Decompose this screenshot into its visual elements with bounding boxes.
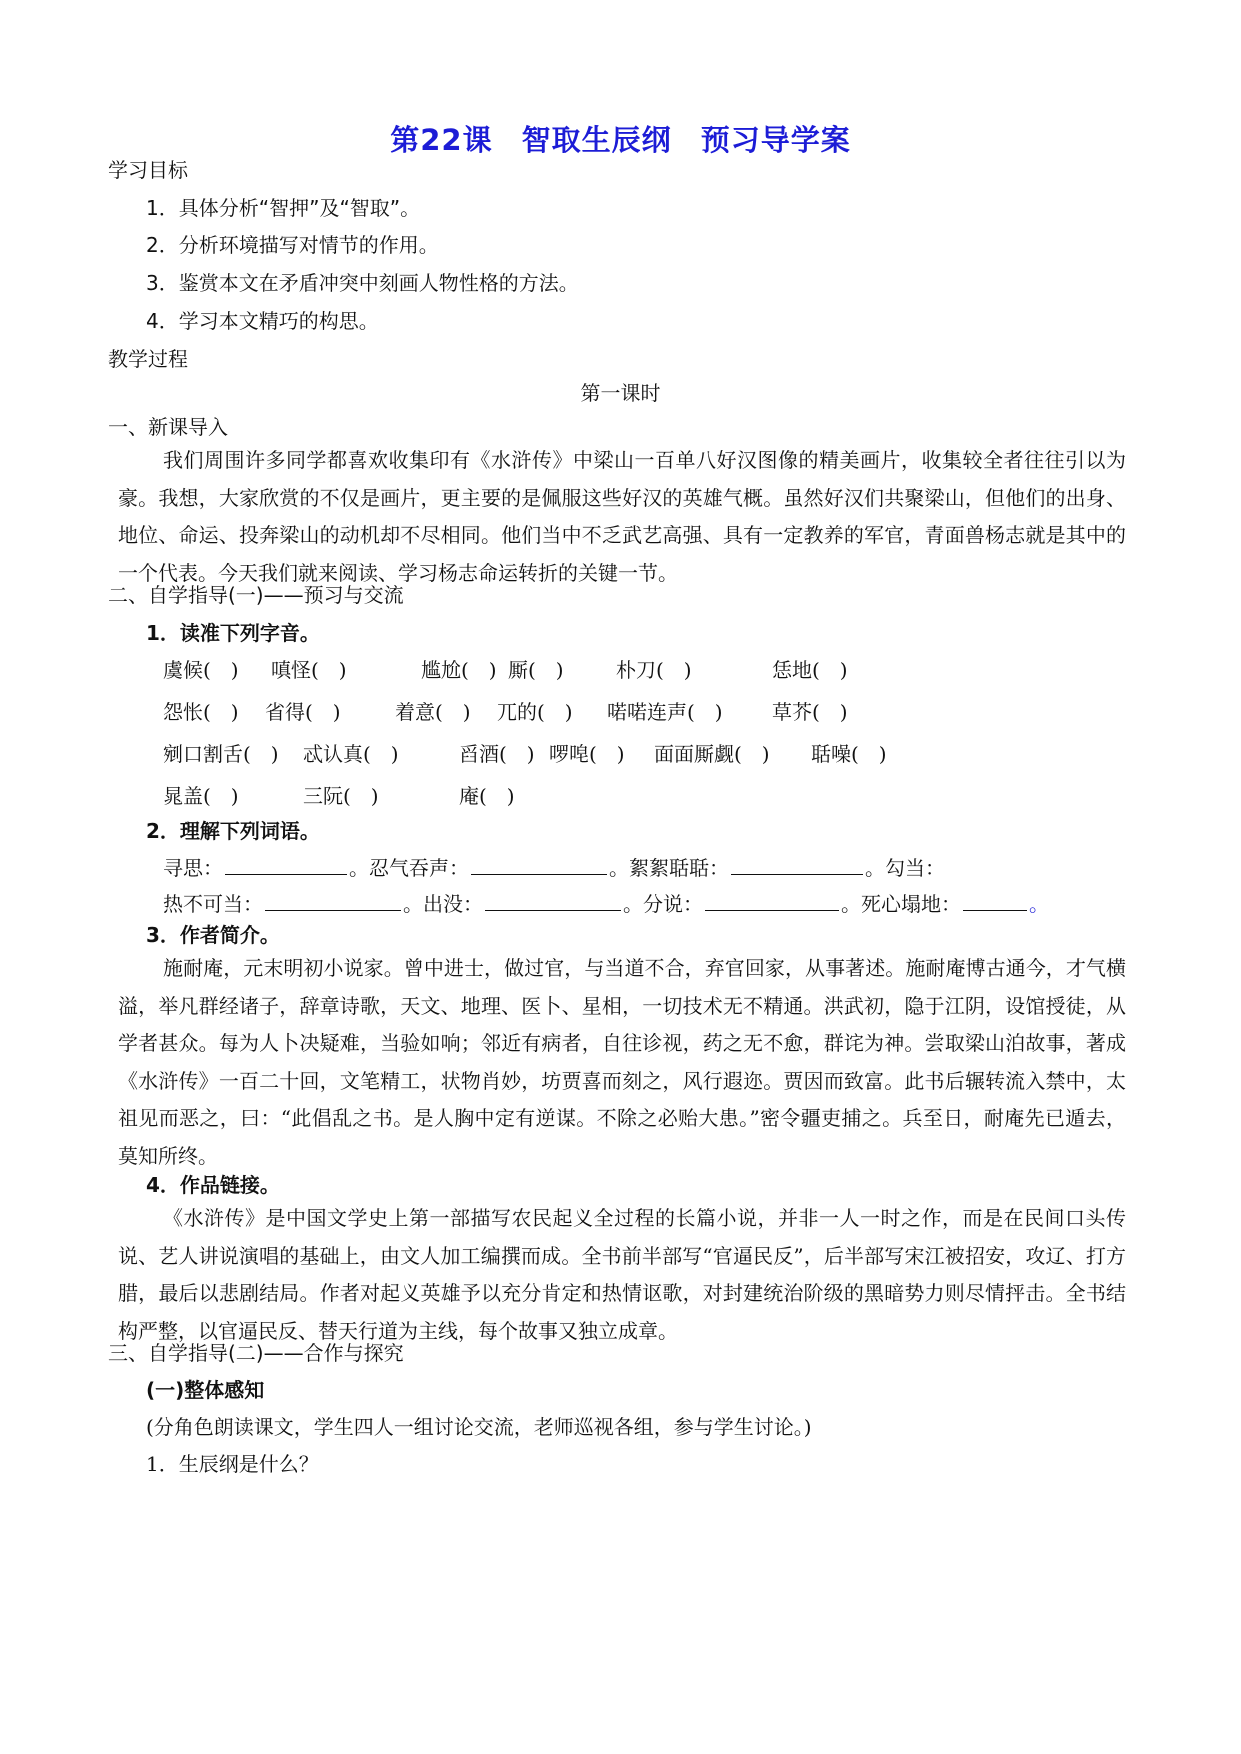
question-heading: 4．作品链接。 <box>146 1173 280 1197</box>
word-item: 省得( ) <box>265 700 341 724</box>
vocab-label: 。死心塌地： <box>841 892 961 916</box>
answer-blank[interactable] <box>485 892 621 911</box>
word-item: 朴刀( ) <box>616 658 692 682</box>
word-item: 喏喏连声( ) <box>607 700 723 724</box>
objective-item: 2．分析环境描写对情节的作用。 <box>146 233 439 257</box>
answer-blank[interactable] <box>963 892 1027 911</box>
vocab-row <box>163 852 945 881</box>
vocab-label: 。絮絮聒聒： <box>609 856 729 880</box>
objectives-heading: 学习目标 <box>108 158 188 182</box>
word-item: 忒认真( ) <box>303 742 399 766</box>
answer-blank[interactable] <box>225 856 347 875</box>
word-item: 嗔怪( ) <box>271 658 347 682</box>
word-item: 怨怅( ) <box>163 700 239 724</box>
word-item: 晁盖( ) <box>163 784 239 808</box>
question-item: 1．生辰纲是什么？ <box>146 1452 319 1476</box>
question-heading: 2．理解下列词语。 <box>146 819 320 843</box>
answer-blank[interactable] <box>731 856 863 875</box>
word-item: 聒噪( ) <box>811 742 887 766</box>
word-item: 草芥( ) <box>772 700 848 724</box>
word-item: 尴尬( ) <box>421 658 497 682</box>
section-heading: 一、新课导入 <box>108 415 228 439</box>
question-heading: 1．读准下列字音。 <box>146 621 320 645</box>
word-row <box>163 696 1063 726</box>
author-paragraph: 施耐庵，元末明初小说家。曾中进士，做过官，与当道不合，弃官回家，从事著述。施耐庵博古通今，才气横溢，举凡群经诸子，辞章诗歌，天文、地理、医卜、星相，一切技术无不精通。洪武初，隐于江阴，设馆授徒，从学者甚众。每为人卜决疑难，当验如响；邻近有病者，自往诊视，药之无不愈，群诧为神。尝取梁山泊故事，著成《水浒传》一百二十回，文笔精工，状物肖妙，坊贾喜而刻之，风行遐迩。贾因而致富。此书后辗转流入禁中，太祖见而恶之，曰：“此倡乱之书。是人胸中定有逆谋。不除之必贻大患。”密令疆吏捕之。兵至日，耐庵先已遁去，莫知所终。 <box>118 956 1126 1168</box>
question-heading: 3．作者简介。 <box>146 923 280 947</box>
intro-paragraph: 我们周围许多同学都喜欢收集印有《水浒传》中梁山一百单八好汉图像的精美画片，收集较全者往往引以为豪。我想，大家欣赏的不仅是画片，更主要的是佩服这些好汉的英雄气概。虽然好汉们共聚梁山，但他们的出身、地位、命运、投奔梁山的动机却不尽相同。他们当中不乏武艺高强、具有一定教养的军官，青面兽杨志就是其中的一个代表。今天我们就来阅读、学习杨志命运转折的关键一节。 <box>118 448 1126 585</box>
word-item: 虞候( ) <box>163 658 239 682</box>
word-row <box>163 780 1063 810</box>
section-heading: 二、自学指导(一)——预习与交流 <box>108 583 404 607</box>
vocab-label: 。勾当： <box>865 856 945 880</box>
objective-item: 1．具体分析“智押”及“智取”。 <box>146 196 421 220</box>
word-item: 三阮( ) <box>303 784 379 808</box>
answer-blank[interactable] <box>705 892 839 911</box>
process-heading: 教学过程 <box>108 347 188 371</box>
word-item: 着意( ) <box>395 700 471 724</box>
word-row <box>163 654 1063 684</box>
vocab-label: 热不可当： <box>163 892 263 916</box>
vocab-label: 。出没： <box>403 892 483 916</box>
word-item: 厮( ) <box>508 658 564 682</box>
lesson-label: 第一课时 <box>580 381 661 405</box>
vocab-row <box>163 888 1049 917</box>
vocab-label: 。分说： <box>623 892 703 916</box>
word-row <box>163 738 1063 768</box>
subsection-heading: (一)整体感知 <box>146 1378 265 1402</box>
word-item: 面面厮觑( ) <box>654 742 770 766</box>
objective-item: 3．鉴赏本文在矛盾冲突中刻画人物性格的方法。 <box>146 271 579 295</box>
word-item: 恁地( ) <box>772 658 848 682</box>
word-item: 舀酒( ) <box>459 742 535 766</box>
page-title: 第22课 智取生辰纲 预习导学案 <box>390 123 851 157</box>
vocab-label: 。忍气吞声： <box>349 856 469 880</box>
word-item: 啰唣( ) <box>549 742 625 766</box>
objective-item: 4．学习本文精巧的构思。 <box>146 309 379 333</box>
works-paragraph: 《水浒传》是中国文学史上第一部描写农民起义全过程的长篇小说，并非一人一时之作，而是在民间口头传说、艺人讲说演唱的基础上，由文人加工编撰而成。全书前半部写“官逼民反”，后半部写宋江被招安，攻辽、打方腊，最后以悲剧结局。作者对起义英雄予以充分肯定和热情讴歌，对封建统治阶级的黑暗势力则尽情抨击。全书结构严整，以官逼民反、替天行道为主线，每个故事又独立成章。 <box>118 1206 1126 1343</box>
vocab-label: 。 <box>1029 892 1049 916</box>
activity-note: (分角色朗读课文，学生四人一组讨论交流，老师巡视各组，参与学生讨论。) <box>146 1415 812 1439</box>
vocab-label: 寻思： <box>163 856 223 880</box>
word-item: 庵( ) <box>459 784 515 808</box>
word-item: 剜口割舌( ) <box>163 742 279 766</box>
answer-blank[interactable] <box>265 892 401 911</box>
section-heading: 三、自学指导(二)——合作与探究 <box>108 1341 404 1365</box>
word-item: 兀的( ) <box>497 700 573 724</box>
answer-blank[interactable] <box>471 856 607 875</box>
